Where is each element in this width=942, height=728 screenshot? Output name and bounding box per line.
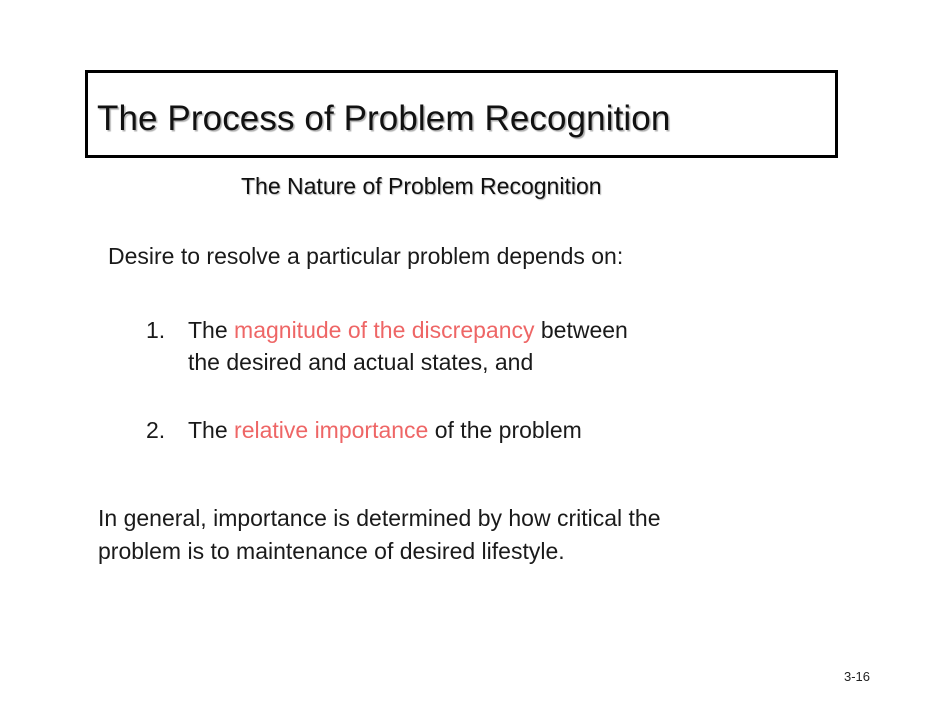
list-item-number: 2. xyxy=(146,417,166,443)
list-item-text: The xyxy=(188,417,235,443)
list-item-number: 1. xyxy=(146,317,166,343)
list-item-text: between xyxy=(534,317,628,343)
conclusion-text xyxy=(98,502,661,568)
intro-text: Desire to resolve a particular problem depends on: xyxy=(108,243,624,269)
slide-number: 3-16 xyxy=(843,669,870,684)
list-item-text: The xyxy=(188,317,235,343)
list-item-text: of the problem xyxy=(428,417,582,443)
title-box xyxy=(85,70,838,158)
list-item-1-continuation: the desired and actual states, and xyxy=(188,349,534,375)
list-item-2 xyxy=(146,414,582,446)
conclusion-line-1: In general, importance is determined by how critical the xyxy=(98,505,661,531)
slide-subtitle: The Nature of Problem Recognition xyxy=(241,173,602,199)
list-item-1 xyxy=(146,314,628,346)
highlighted-text: relative importance xyxy=(234,417,429,443)
slide-title: The Process of Problem Recognition xyxy=(97,99,671,138)
highlighted-text: magnitude of the discrepancy xyxy=(234,317,535,343)
conclusion-line-2: problem is to maintenance of desired lifestyle. xyxy=(98,538,565,564)
